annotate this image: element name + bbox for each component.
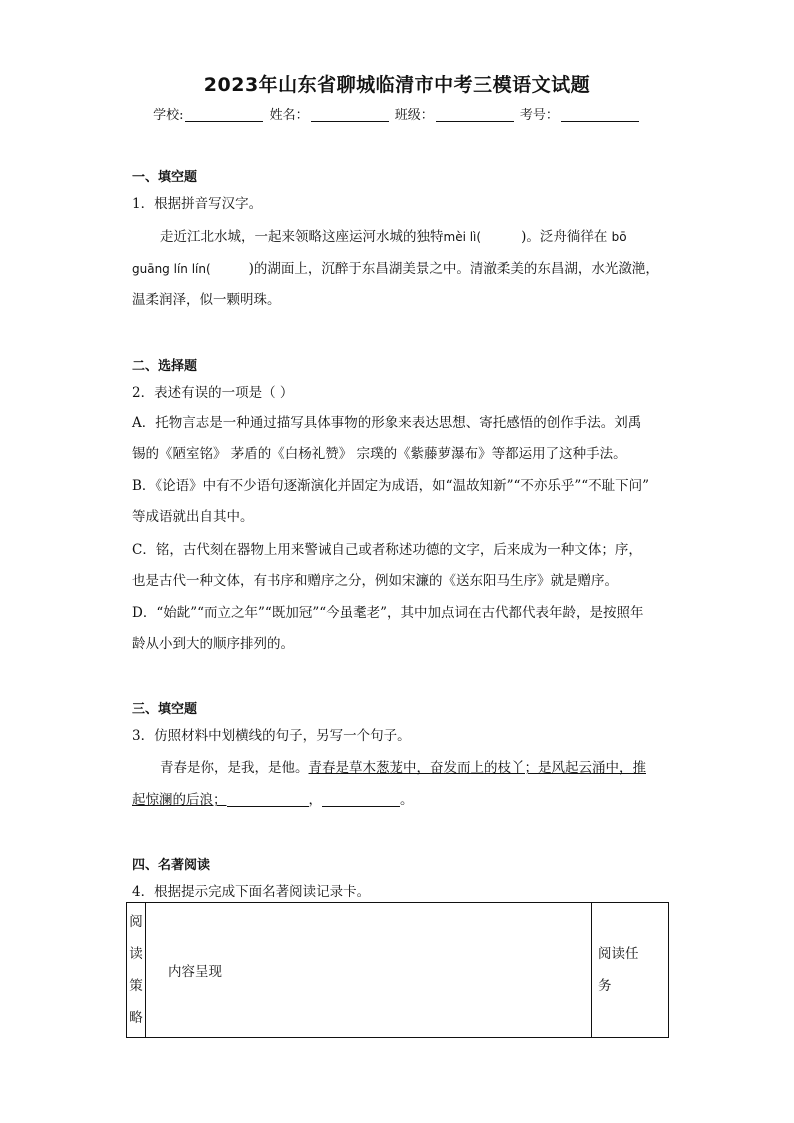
- content-presentation-header: 内容呈现: [146, 903, 592, 1038]
- q4-stem: 4．根据提示完成下面名著阅读记录卡。: [132, 884, 371, 900]
- q3-period: 。: [400, 792, 414, 808]
- q2-option-a-line-1[interactable]: A．托物言志是一种通过描写具体事物的形象来表达思想、寄托感悟的创作手法。刘禹: [132, 415, 642, 431]
- q2-option-c-line-1[interactable]: C．铭，古代刻在器物上用来警诫自己或者称述功德的文字，后来成为一种文体；序，: [132, 542, 642, 558]
- q2-option-a-line-2: 锡的《陋室铭》 茅盾的《白杨礼赞》 宗璞的《紫藤萝瀑布》等都运用了这种手法。: [132, 446, 627, 462]
- section-heading-2: 二、选择题: [132, 359, 198, 374]
- q1-line-2: [132, 257, 659, 277]
- school-blank[interactable]: [185, 107, 263, 122]
- q3-line-1: [160, 756, 646, 776]
- q2-option-b-line-2: 等成语就出自其中。: [132, 509, 254, 525]
- reading-record-card: [126, 902, 669, 1038]
- student-info-line: [0, 104, 794, 123]
- page-title: 2023年山东省聊城临清市中考三模语文试题: [203, 74, 591, 96]
- q1-pinyin-1: mèi lì(: [443, 230, 482, 244]
- class-label: 班级：: [394, 108, 434, 123]
- reading-task-header: 阅读任 务: [592, 903, 669, 1038]
- q1-stem: 1．根据拼音写汉字。: [132, 196, 263, 212]
- section-heading-4: 四、名著阅读: [132, 858, 211, 873]
- class-blank[interactable]: [436, 107, 514, 122]
- q1-pinyin-2: bō: [611, 230, 627, 244]
- q3-line-2: [132, 788, 414, 808]
- school-label: 学校:: [153, 108, 184, 123]
- q1-text-a: 走近江北水城，一起来领略这座运河水城的独特: [160, 229, 444, 245]
- q3-underlined-1: 青春是草木葱茏中，奋发而上的枝丫；是风起云涌中，推: [308, 760, 646, 776]
- q1-text-c: )的湖面上，沉醉于东昌湖美景之中。清澈柔美的东昌湖，水光潋滟，: [248, 261, 659, 277]
- q1-line-1: [160, 225, 627, 245]
- name-blank[interactable]: [311, 107, 389, 122]
- q2-option-c-line-2: 也是古代一种文体，有书序和赠序之分，例如宋濂的《送东阳马生序》就是赠序。: [132, 573, 618, 589]
- q3-answer-blank-2[interactable]: [322, 792, 400, 807]
- q1-pinyin-3: guāng lín lín(: [132, 262, 211, 276]
- q3-comma: ，: [308, 792, 322, 808]
- reading-strategy-header: 阅 读 策 略: [127, 903, 146, 1038]
- q2-option-d-line-2: 龄从小到大的顺序排列的。: [132, 636, 294, 652]
- q2-option-d-line-1[interactable]: D．“始龀”“而立之年”“既加冠”“今虽耄老”，其中加点词在古代都代表年龄，是按照年: [132, 605, 644, 621]
- section-heading-1: 一、填空题: [132, 170, 198, 185]
- q3-underlined-2: 起惊澜的后浪；: [132, 792, 227, 808]
- section-heading-3: 三、填空题: [132, 702, 198, 717]
- q3-text-a: 青春是你，是我，是他。: [160, 760, 309, 776]
- name-label: 姓名：: [269, 108, 309, 123]
- q2-option-b-line-1[interactable]: B．《论语》中有不少语句逐渐演化并固定为成语，如“温故知新”“不亦乐乎”“不耻下问”: [132, 478, 650, 494]
- q1-text-b: )。泛舟徜徉在: [521, 229, 608, 245]
- q3-answer-blank-1[interactable]: [227, 792, 309, 807]
- exam-no-label: 考号：: [519, 108, 559, 123]
- q3-stem: 3．仿照材料中划横线的句子，另写一个句子。: [132, 728, 411, 744]
- q1-line-3: 温柔润泽，似一颗明珠。: [132, 292, 281, 308]
- exam-no-blank[interactable]: [561, 107, 639, 122]
- q2-stem: 2．表述有误的一项是（ ）: [132, 385, 294, 401]
